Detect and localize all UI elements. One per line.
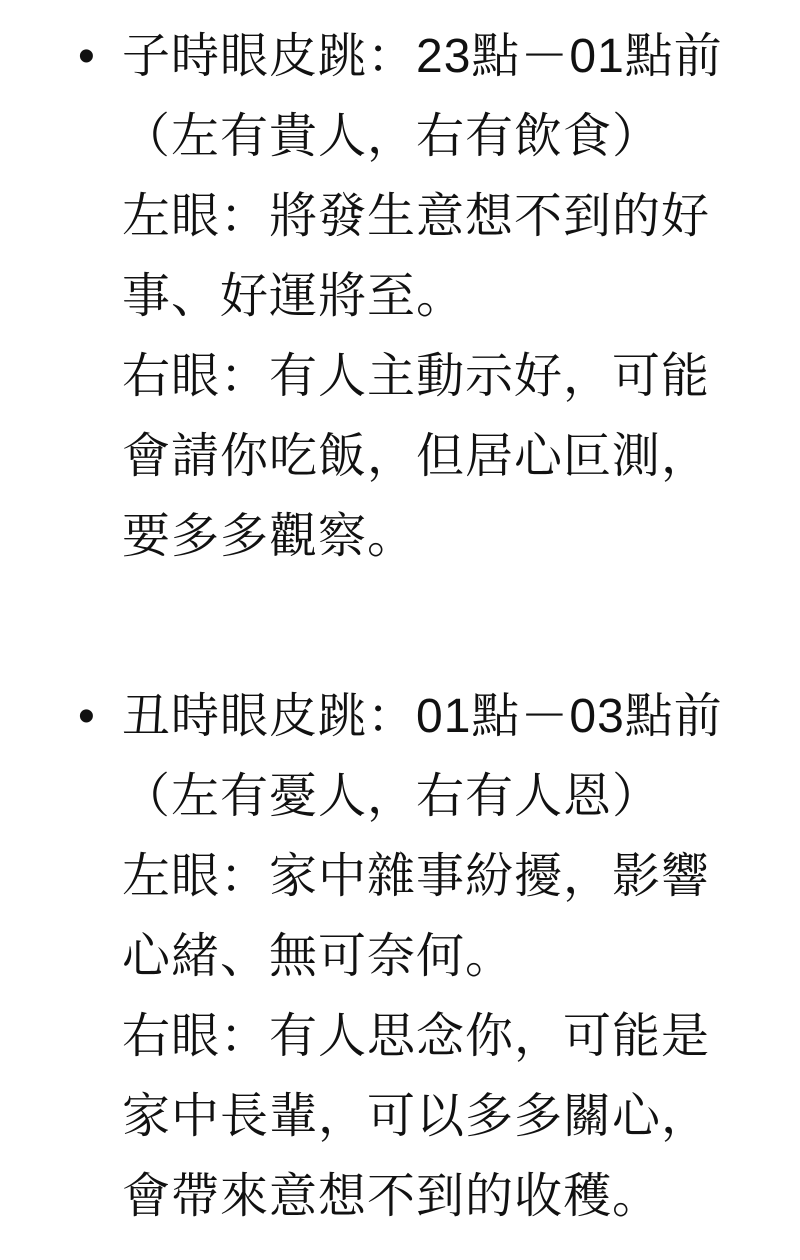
text-line: 左眼：將發生意想不到的好 bbox=[122, 190, 711, 243]
text-line: 會帶來意想不到的收穫。 bbox=[122, 1170, 662, 1223]
text-line: 要多多觀察。 bbox=[122, 510, 417, 563]
text-line: 左眼：家中雜事紛擾，影響 bbox=[122, 850, 711, 903]
list-item-chou-hour bbox=[78, 677, 742, 1237]
text-line: 心緒、無可奈何。 bbox=[122, 930, 515, 983]
text-line: 事、好運將至。 bbox=[122, 270, 466, 323]
text-line: 右眼：有人思念你，可能是 bbox=[122, 1010, 711, 1063]
list-item-zi-hour bbox=[78, 17, 742, 577]
text-line: 會請你吃飯，但居心叵測， bbox=[122, 430, 711, 483]
bullet-icon: • bbox=[78, 690, 95, 743]
text-line: 家中長輩，可以多多關心， bbox=[122, 1090, 711, 1143]
section-heading-line: 丑時眼皮跳：01點－03點前 bbox=[122, 690, 723, 743]
section-heading-line: 子時眼皮跳：23點－01點前 bbox=[122, 30, 723, 83]
bullet-icon: • bbox=[78, 30, 95, 83]
text-line: 右眼：有人主動示好，可能 bbox=[122, 350, 711, 403]
text-line: （左有貴人，右有飲食） bbox=[122, 110, 662, 163]
text-line: （左有憂人，右有人恩） bbox=[122, 770, 662, 823]
